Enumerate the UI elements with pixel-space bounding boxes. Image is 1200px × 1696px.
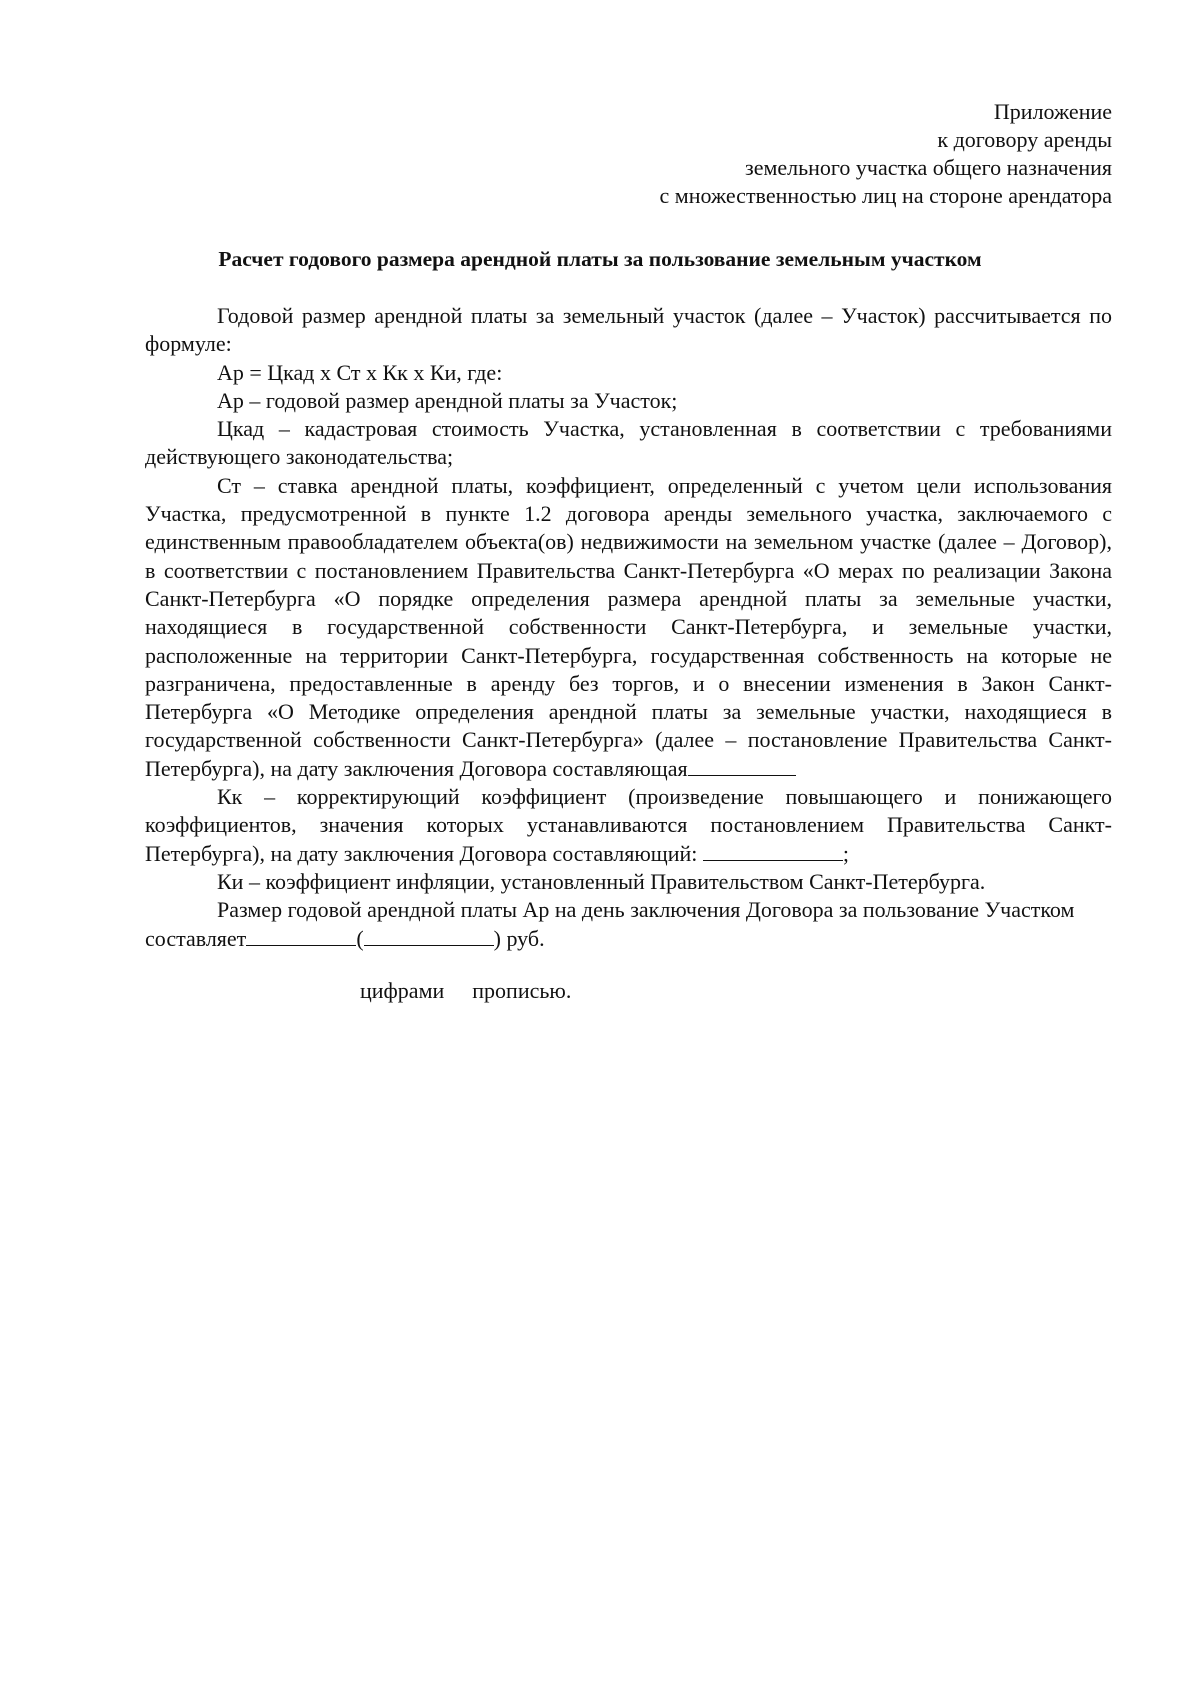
annex-header xyxy=(660,98,1112,210)
rent-digits-blank[interactable] xyxy=(246,925,356,946)
st-definition-text: Ст – ставка арендной платы, коэффициент, определенный с учетом цели использования Участка, предусмотренной в пункте 1.2 договора аренды земельного участка, заключаемого с единственным правообладателем объекта(ов) недвижимости на земельном участке (далее – Договор), в соответствии с постановлением Правительства Санкт-Петербурга «О мерах по реализации Закона Санкт-Петербурга «О порядке определения размера арендной платы за земельные участки, находящиеся в государственной собственности Санкт-Петербурга, и земельные участки, расположенные на территории Санкт-Петербурга, государственная собственность на которые не разграничена, предоставленные в аренду без торгов, и о внесении изменения в Закон Санкт-Петербурга «О Методике определения арендной платы за земельные участки, находящиеся в государственной собственности Санкт-Петербурга» (далее – постановление Правительства Санкт-Петербурга), на дату заключения Договора составляющая xyxy=(145,472,1112,781)
rub-suffix: ) руб. xyxy=(493,925,545,951)
formula-paragraph: Ар = Цкад х Ст х Кк х Ки, где: xyxy=(217,359,503,385)
blank-captions xyxy=(360,977,571,1005)
kk-definition xyxy=(145,783,1112,868)
annex-line-1: Приложение xyxy=(993,99,1112,124)
kk-end-mark: ; xyxy=(842,840,850,866)
annex-line-3: земельного участка общего назначения xyxy=(745,155,1112,180)
st-value-blank[interactable] xyxy=(688,755,796,776)
document-title: Расчет годового размера арендной платы за пользование земельным участком xyxy=(218,247,982,271)
st-definition xyxy=(145,472,1112,783)
annex-line-4: с множественностью лиц на стороне арендатора xyxy=(659,183,1112,208)
rent-size-text: Размер годовой арендной платы Ар на день заключения Договора за пользование Участком составляет xyxy=(145,897,1075,951)
caption-words: прописью. xyxy=(472,978,572,1003)
kk-definition-text: Кк – корректирующий коэффициент (произведение повышающего и понижающего коэффициентов, значения которых устанавливаются постановлением Правительства Санкт-Петербурга), на дату заключения Договора составляющий: xyxy=(145,784,1112,866)
rent-size-paragraph xyxy=(145,896,1112,953)
annex-line-2: к договору аренды xyxy=(937,127,1112,152)
rent-words-blank[interactable] xyxy=(364,925,494,946)
kk-value-blank[interactable] xyxy=(703,840,843,861)
open-paren: ( xyxy=(356,925,364,951)
intro-paragraph: Годовой размер арендной платы за земельный участок (далее – Участок) рассчитывается по формуле: xyxy=(145,303,1112,357)
ki-definition: Ки – коэффициент инфляции, установленный Правительством Санкт-Петербурга. xyxy=(217,868,986,894)
tskad-definition: Цкад – кадастровая стоимость Участка, установленная в соответствии с требованиями действующего законодательства; xyxy=(145,416,1112,470)
ar-definition: Ар – годовой размер арендной платы за Участок; xyxy=(217,387,678,413)
document-body xyxy=(145,302,1112,953)
caption-digits: цифрами xyxy=(360,978,445,1003)
